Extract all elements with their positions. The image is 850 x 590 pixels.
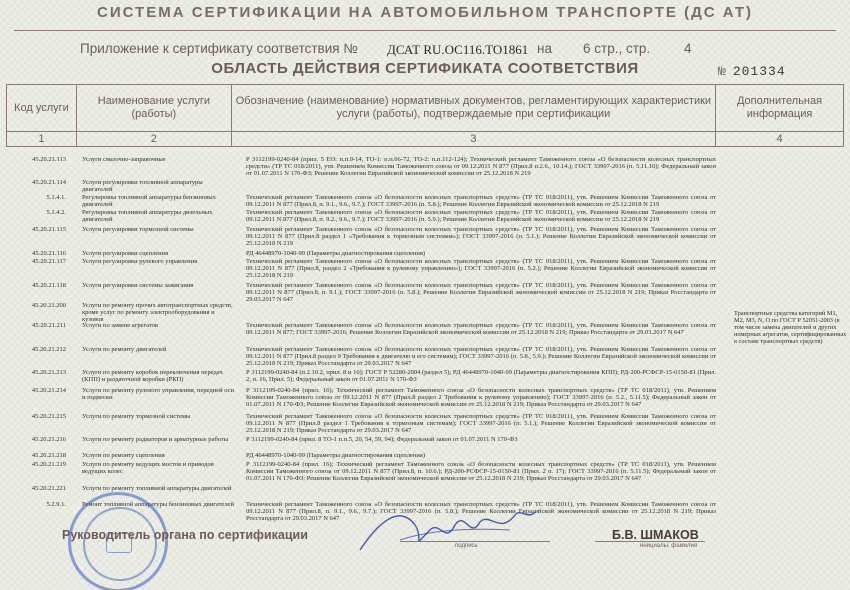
row-service: Услуги по ремонту сцепления bbox=[82, 452, 165, 459]
row-code: 45.20.21.212 bbox=[31, 346, 66, 353]
row-doc: Технический регламент Таможенного союза «О безопасности колесных транспортных средств» (ТР ТС 018/2011), утв. Решением Комиссии Таможенного союза от 09.12.2011 N 877 (Прил.8, п. 9.1.); ГОСТ 33997-2016 (п. 5.8.); Решение Коллегии Евразийской экономической комиссии от 25.12.2018 N 219; Приказ Росстандарта от 29.03.2017 N 647 bbox=[246, 282, 716, 303]
row-code: 45.20.21.118 bbox=[32, 282, 66, 289]
name-line bbox=[595, 541, 705, 542]
row-service: Услуги регулировки тормозной системы bbox=[82, 226, 194, 233]
row-service: Ремонт топливной аппаратуры бензиновых двигателей bbox=[82, 501, 234, 508]
pages-label: 6 стр., стр. bbox=[583, 41, 651, 56]
row-code: 45.20.21.221 bbox=[31, 485, 66, 492]
row-doc: Р 3112199-0240-84 (прил. 5 ЕО: п.п.9-14, ТО-1: п.п.66-72, ТО-2: п.п.112-124); Технический регламент Таможенного союза «О безопасности колесных транспортных средств» (ТР ТС 018/2011), утв. Решением Комиссии Таможенного союза от 09.12.2011 N 877 (Прил.8 п.2.6., 10.14.); ГОСТ 33997-2016 (п. 5.11.10); Федеральный закон от 01.07.2011 N 170-ФЗ; Решение Коллегии Евразийской экономической комиссии от 25.12.2018 N 219 bbox=[246, 156, 716, 177]
signature-caption: подпись bbox=[455, 543, 478, 549]
col-num-1: 1 bbox=[7, 132, 77, 147]
row-code: 45.20.21.113 bbox=[32, 156, 66, 163]
col-info-header: Дополнительная информация bbox=[716, 85, 844, 132]
col-num-2: 2 bbox=[76, 132, 231, 147]
row-code: 45.20.21.214 bbox=[31, 387, 66, 394]
name-caption: инициалы, фамилия bbox=[640, 543, 698, 549]
row-service: Услуги по замене агрегатов bbox=[82, 322, 158, 329]
row-code: 45.20.21.213 bbox=[31, 369, 66, 376]
row-service: Услуги по ремонту радиаторов и арматурные работы bbox=[82, 436, 229, 443]
row-service: Услуги по ремонту прочих автотранспортных средств, кроме услуг по ремонту электрооборудования и кузовов bbox=[82, 302, 233, 323]
signature-line bbox=[400, 541, 550, 542]
row-doc: Технический регламент Таможенного союза «О безопасности колесных транспортных средств» (ТР ТС 018/2011), утв. Решением Комиссии Таможенного союза от 09.12.2011 N 877 (Прил.8, п. 9.1., 9.6., 9.7.); ГОСТ 33997-2016 (п. 5.8.); Решение Коллегии Евразийской экономической комиссии от 25.12.2018 N 219; Приказ Росстандарта от 29.03.2017 N 647 bbox=[246, 501, 716, 522]
row-code: 45.20.21.215 bbox=[31, 413, 66, 420]
row-code: 45.20.21.114 bbox=[32, 179, 66, 186]
col-num-4: 4 bbox=[716, 132, 844, 147]
row-doc: Технический регламент Таможенного союза «О безопасности колесных транспортных средств» (ТР ТС 018/2011), утв. Решением Комиссии Таможенного союза от 09.12.2011 N 877 (Прил.8, п. 9.2., 9.6., 9.7.); ГОСТ 33997-2016 (п. 5.9.); Решение Коллегии Евразийской экономической комиссии от 25.12.2018 N 219 bbox=[246, 209, 716, 223]
row-code: 45.20.21.218 bbox=[31, 452, 66, 459]
row-doc: Технический регламент Таможенного союза «О безопасности колесных транспортных средств» (ТР ТС 018/2011), утв. Решением Комиссии Таможенного союза от 09.12.2011 N 877 (Прил.8 раздел 9 Требования к двигателю и его системам); ГОСТ 33997-2016 (п. 5.8., 5.9.); Решение Коллегии Евразийской экономической комиссии от 25.12.2018 N 219; Приказ Росстандарта от 29.03.2017 N 647 bbox=[246, 346, 716, 367]
row-service: Услуги по ремонту коробок переключения передач (КПП) и раздаточной коробки (РКП) bbox=[82, 369, 223, 383]
row-service: Услуги регулировки рулевого управления bbox=[82, 258, 198, 265]
row-service: Услуги по ремонту двигателей bbox=[82, 346, 167, 353]
appendix-label: Приложение к сертификату соответствия № bbox=[80, 41, 358, 56]
row-service: Регулировка топливной аппаратуры дизельных двигателей bbox=[82, 209, 213, 223]
row-code: 5.1.4.1. bbox=[46, 194, 66, 201]
row-doc: Р 3112199-0240-84 (п.2.10.2, прил. 8 и 16); ГОСТ Р 52280-2004 (раздел 5); РД 46448970-1040-99 (Параметры диагностирования КПП); РД-200-РСФСР-15-0150-81 (Прил. 2, п. 16, Прил. 5); Федеральный закон от 01.07.2011 N 170-ФЗ bbox=[246, 369, 716, 383]
additional-info: Транспортные средства категорий M1, M2, M3, N, O по ГОСТ Р 52051-2003 (в том числе замена двигателей и других номерных агрегатов, сертифицированных в составе транспортных средств) bbox=[734, 310, 847, 345]
cert-number: ДСАТ RU.ОС116.ТО1861 bbox=[387, 42, 529, 57]
signer-name: Б.В. ШМАКОВ bbox=[612, 528, 699, 542]
row-code: 5.1.4.2. bbox=[46, 209, 66, 216]
row-doc: Технический регламент Таможенного союза «О безопасности колесных транспортных средств» (ТР ТС 018/2011), утв. Решением Комиссии Таможенного союза от 09.12.2011 N 877 (Прил.8, п. 9.1., 9.6., 9.7.); ГОСТ 33997-2016 (п. 5.8.); Решение Коллегии Евразийской экономической комиссии от 25.12.2018 N 219 bbox=[246, 194, 716, 208]
row-code: 45.20.21.219 bbox=[31, 461, 66, 468]
row-service: Услуги по ремонту рулевого управления, передней оси и подвески bbox=[82, 387, 234, 401]
system-title: СИСТЕМА СЕРТИФИКАЦИИ НА АВТОМОБИЛЬНОМ ТРАНСПОРТЕ (ДС АТ) bbox=[96, 4, 754, 21]
row-doc: Р 3112199-0240-84 (прил. 8 ТО-1 п.п.5, 20, 54, 59, 94); Федеральный закон от 01.07.2011 N 170-ФЗ bbox=[246, 436, 518, 443]
row-service: Услуги регулировки системы зажигания bbox=[82, 282, 194, 289]
row-doc: Технический регламент Таможенного союза «О безопасности колесных транспортных средств» (ТР ТС 018/2011), утв. Решением Комиссии Таможенного союза от 09.12.2011 N 877 (Прил.8 раздел 1 Требования к тормозным системам); ГОСТ 33997-2016 (п. 5.1.); Решение Коллегии Евразийской экономической комиссии от 25.12.2018 N 219; Приказ Росстандарта от 29.03.2017 N 647 bbox=[246, 413, 716, 434]
title-divider bbox=[14, 30, 836, 31]
row-service: Регулировка топливной аппаратуры бензиновых двигателей bbox=[82, 194, 216, 208]
row-code: 5.2.9.1. bbox=[46, 501, 66, 508]
col-docs-header: Обозначение (наименование) нормативных документов, регламентирующих характеристики услуги (работы), подтверждаемые при сертификации bbox=[231, 85, 715, 132]
row-code: 45.20.21.115 bbox=[32, 226, 66, 233]
row-code: 45.20.21.216 bbox=[31, 436, 66, 443]
on-label: на bbox=[537, 41, 552, 56]
serial-value: 201334 bbox=[732, 64, 786, 79]
serial-symbol: № bbox=[718, 64, 727, 79]
row-service: Услуги регулировки сцепления bbox=[82, 250, 169, 257]
row-service: Услуги по ремонту тормозной системы bbox=[82, 413, 191, 420]
row-doc: РД 46448970-1040-99 (Параметры диагностирования сцепления) bbox=[246, 452, 426, 459]
table-body bbox=[6, 150, 847, 522]
table-header bbox=[6, 84, 844, 147]
row-doc: Технический регламент Таможенного союза «О безопасности колесных транспортных средств» (ТР ТС 018/2011), утв. Решением Комиссии Таможенного союза от 09.12.2011 N 877 (Прил.8, раздел 2 «Требования к рулевому управлению»); ГОСТ 33997-2016 (п. 5.2.); Решение Коллегии Евразийской экономической комиссии от 25.12.2018 N 219 bbox=[246, 258, 716, 279]
signature bbox=[340, 500, 540, 560]
head-label: Руководитель органа по сертификации bbox=[62, 528, 308, 542]
row-code: 45.20.21.200 bbox=[31, 302, 66, 309]
row-service: Услуги смазочно-заправочные bbox=[82, 156, 166, 163]
col-code-header: Код услуги bbox=[7, 85, 77, 132]
row-code: 45.20.21.211 bbox=[32, 322, 66, 329]
page-number: 4 bbox=[684, 41, 692, 56]
row-doc: РД 46448970-1040-99 (Параметры диагностирования сцепления) bbox=[246, 250, 426, 257]
row-doc: Р 3112199-0240-84 (прил. 16); Технический регламент Таможенного союза «О безопасности колесных транспортных средств» (ТР ТС 018/2011), утв. Решением Комиссии Таможенного союза от 09.12.2011 N 877 (Прил.8 раздел 2 Требования к рулевому управлению); ГОСТ 33997-2016 (п. 5.2., 5.11.5); Федеральный закон от 01.07.2011 N 170-ФЗ; Решение Коллегии Евразийской экономической комиссии от 25.12.2018 N 219; Приказ Росстандарта от 29.03.2017 N 647 bbox=[246, 387, 716, 408]
row-doc: Технический регламент Таможенного союза «О безопасности колесных транспортных средств» (ТР ТС 018/2011), утв. Решением Комиссии Таможенного союза от 09.12.2011 N 877 (Прил.8 раздел 1 «Требования к тормозным системам»); ГОСТ 33997-2016 (п. 5.1.); Решение Коллегии Евразийской экономической комиссии от 25.12.2018 N 219 bbox=[246, 226, 716, 247]
row-service: Услуги регулировки топливной аппаратуры двигателей bbox=[82, 179, 203, 193]
col-num-3: 3 bbox=[231, 132, 715, 147]
row-code: 45.20.21.116 bbox=[32, 250, 66, 257]
row-doc: Технический регламент Таможенного союза «О безопасности колесных транспортных средств» (ТР ТС 018/2011), утв. Решением Комиссии Таможенного союза от 09.12.2011 N 877; ГОСТ 33997-2016; Решение Коллегии Евразийской экономической комиссии от 25.12.2018 N 219; Приказ Росстандарта от 29.03.2017 N 647 bbox=[246, 322, 716, 336]
row-service: Услуги по ремонту ведущих мостов и приводов ведущих колес bbox=[82, 461, 214, 475]
row-service: Услуги по ремонту топливной аппаратуры двигателей bbox=[82, 485, 232, 492]
area-title: ОБЛАСТЬ ДЕЙСТВИЯ СЕРТИФИКАТА СООТВЕТСТВИЯ bbox=[211, 60, 639, 77]
row-code: 45.20.21.117 bbox=[32, 258, 66, 265]
row-doc: Р 3112199-0240-84 (прил. 16); Технический регламент Таможенного союза «О безопасности колесных транспортных средств» (ТР ТС 018/2011), утв. Решением Комиссии Таможенного союза от 09.12.2011 N 877 (Прил.8, п. 10.6.); РД-200-РСФСР-15-0150-81 (Прил. 2 п. 17); ГОСТ 33997-2016 (п. 5.11.5); Федеральный закон от 01.07.2011 N 170-ФЗ; Решение Коллегии Евразийской экономической комиссии от 25.12.2018 N 219; Приказ Росстандарта от 29.03.2017 N 647 bbox=[246, 461, 716, 482]
serial-number bbox=[718, 64, 786, 79]
col-service-header: Наименование услуги (работы) bbox=[76, 85, 231, 132]
